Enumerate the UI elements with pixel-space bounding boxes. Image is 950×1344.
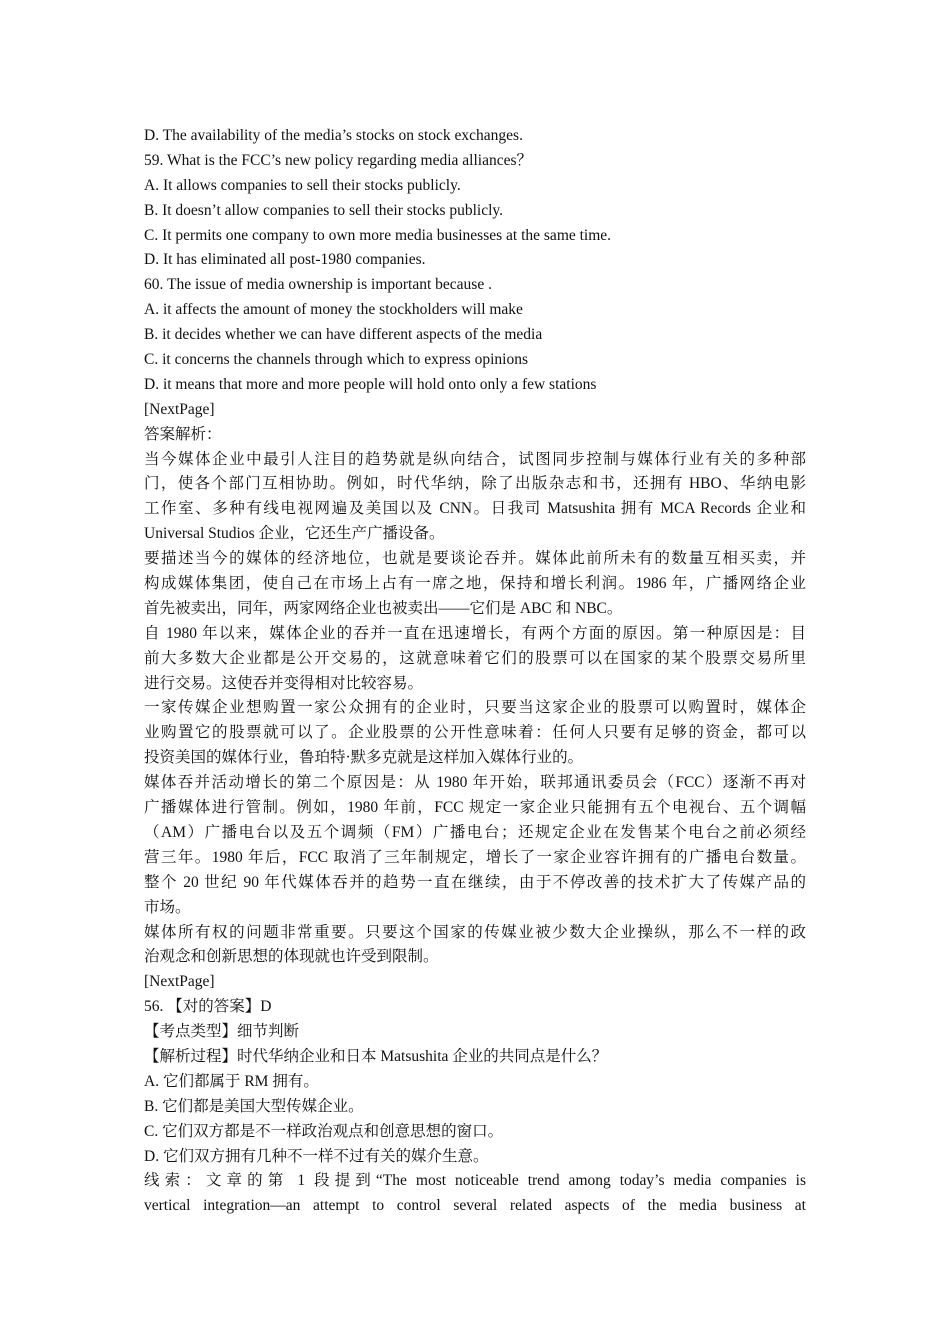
- option-59-a: A. It allows companies to sell their stocks publicly.: [144, 176, 461, 194]
- option-59-d: D. It has eliminated all post-1980 companies.: [144, 251, 426, 269]
- paragraph-line: 首先被卖出，同年，两家网络企业也被卖出——它们是 ABC 和 NBC。: [144, 599, 623, 617]
- clue-line: vertical integration—an attempt to control several related aspects of the media business at: [144, 1197, 806, 1215]
- paragraph-line: Universal Studios 企业，它还生产广播设备。: [144, 525, 445, 543]
- analysis-option-c: C. 它们双方都是不一样政治观点和创意思想的窗口。: [144, 1122, 504, 1140]
- paragraph-line: 前大多数大企业都是公开交易的，这就意味着它们的股票可以在国家的某个股票交易所里: [144, 649, 806, 667]
- question-60: 60. The issue of media ownership is important because .: [144, 276, 492, 294]
- paragraph-line: （AM）广播电台以及五个调频（FM）广播电台；还规定企业在发售某个电台之前必须经: [144, 823, 806, 841]
- text-line-1: D. The availability of the media’s stocks on stock exchanges.: [144, 127, 523, 144]
- paragraph-line: 媒体吞并活动增长的第二个原因是：从 1980 年开始，联邦通讯委员会（FCC）逐渐不再对: [144, 774, 806, 792]
- option-60-a: A. it affects the amount of money the stockholders will make: [144, 301, 523, 319]
- document-page: [144, 124, 806, 1219]
- paragraph-line: 营三年。1980 年后，FCC 取消了三年制规定，增长了一家企业容许拥有的广播电台数量。: [144, 848, 806, 866]
- paragraph-line: 工作室、多种有线电视网遍及美国以及 CNN。日我司 Matsushita 拥有 MCA Records 企业和: [144, 500, 806, 518]
- analysis-option-a: A. 它们都属于 RM 拥有。: [144, 1072, 319, 1090]
- option-59-b: B. It doesn’t allow companies to sell their stocks publicly.: [144, 201, 504, 219]
- paragraph-line: 自 1980 年以来，媒体企业的吞并一直在迅速增长，有两个方面的原因。第一种原因是：目: [144, 624, 806, 642]
- option-60-c: C. it concerns the channels through which to express opinions: [144, 351, 528, 369]
- option-60-b: B. it decides whether we can have different aspects of the media: [144, 326, 543, 344]
- section-heading: 答案解析：: [144, 425, 222, 443]
- clue-line: 线索：文章的第 1 段提到“The most noticeable trend among today’s media companies is: [144, 1172, 806, 1190]
- paragraph-line: 投资美国的媒体行业，鲁珀特·默多克就是这样加入媒体行业的。: [144, 749, 584, 767]
- analysis-option-b: B. 它们都是美国大型传媒企业。: [144, 1097, 364, 1115]
- option-60-d: D. it means that more and more people will hold onto only a few stations: [144, 375, 597, 393]
- paragraph-line: 门，使各个部门互相协助。例如，时代华纳，除了出版杂志和书，还拥有 HBO、华纳电影: [144, 475, 806, 493]
- paragraph-line: 市场。: [144, 898, 191, 916]
- paragraph-line: 进行交易。这使吞并变得相对比较容易。: [144, 674, 424, 692]
- page-break-marker: [NextPage]: [144, 400, 215, 418]
- paragraph-line: 媒体所有权的问题非常重要。只要这个国家的传媒业被少数大企业操纵，那么不一样的政: [144, 923, 806, 941]
- paragraph-line: 构成媒体集团，使自己在市场上占有一席之地，保持和增长利润。1986 年，广播网络企业: [144, 575, 806, 593]
- answer-56: 56. 【对的答案】D: [144, 998, 272, 1016]
- paragraph-line: 业购置它的股票就可以了。企业股票的公开性意味着：任何人只要有足够的资金，都可以: [144, 724, 806, 742]
- paragraph-line: 治观念和创新思想的体现就也许受到限制。: [144, 948, 439, 966]
- question-59: 59. What is the FCC’s new policy regarding media alliances？: [144, 151, 532, 169]
- paragraph-line: 广播媒体进行管制。例如，1980 年前，FCC 规定一家企业只能拥有五个电视台、五个调幅: [144, 799, 806, 817]
- option-59-c: C. It permits one company to own more media businesses at the same time.: [144, 226, 612, 244]
- paragraph-line: 整个 20 世纪 90 年代媒体吞并的趋势一直在继续，由于不停改善的技术扩大了传媒产品的: [144, 873, 806, 891]
- analysis-option-d: D. 它们双方拥有几种不一样不过有关的媒介生意。: [144, 1147, 489, 1165]
- analysis-process: 【解析过程】时代华纳企业和日本 Matsushita 企业的共同点是什么？: [144, 1047, 608, 1065]
- page-break-marker: [NextPage]: [144, 973, 215, 991]
- paragraph-line: 一家传媒企业想购置一家公众拥有的企业时，只要当这家企业的股票可以购置时，媒体企: [144, 699, 806, 717]
- paragraph-line: 要描述当今的媒体的经济地位，也就是要谈论吞并。媒体此前所未有的数量互相买卖，并: [144, 550, 806, 568]
- paragraph-line: 当今媒体企业中最引人注目的趋势就是纵向结合，试图同步控制与媒体行业有关的多种部: [144, 450, 806, 468]
- question-type: 【考点类型】细节判断: [144, 1023, 300, 1041]
